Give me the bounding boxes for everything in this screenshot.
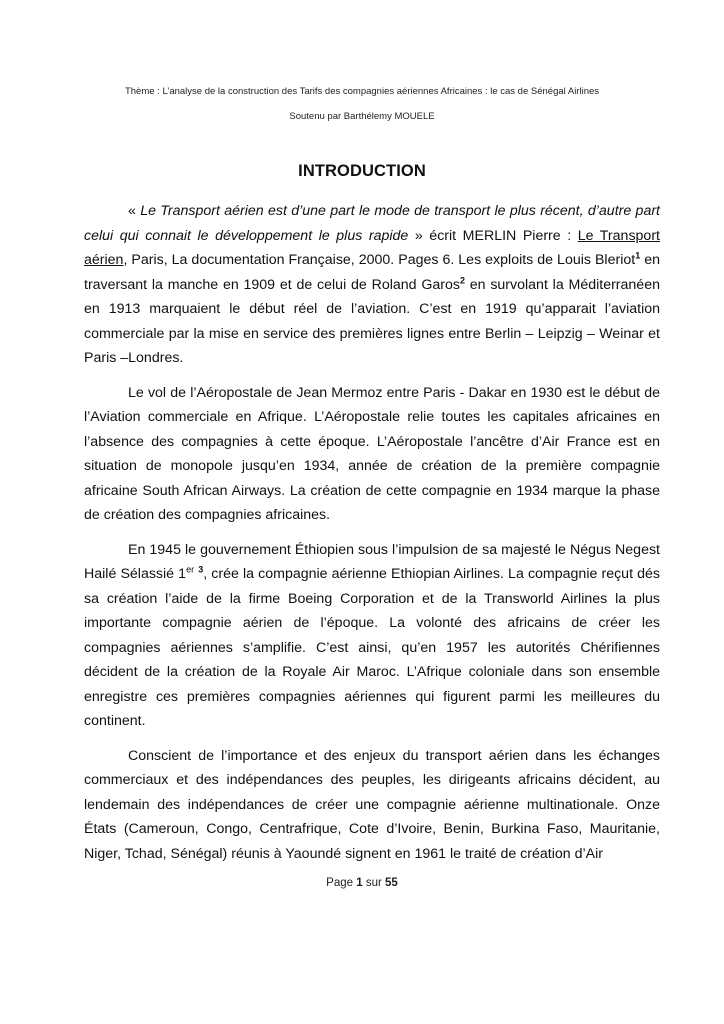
header-theme-line: Thème : L’analyse de la construction des Tarifs des compagnies aériennes Africaines : le cas de Sénégal Airlines — [124, 86, 600, 97]
footer-page-number: 1 — [356, 877, 363, 889]
header-author-line: Soutenu par Barthélemy MOUELE — [289, 111, 435, 122]
page-footer — [0, 877, 724, 889]
p1-end: en survolant la Méditerranéen en 1913 marquaient le début réel de l’aviation. C’est en 1919 qu’apparait l’aviation commerciale par la mise en service des premières lignes entre Berlin – Leipzig – Weinar et Paris –Londres. — [84, 276, 660, 366]
ordinal-suffix: er — [186, 564, 195, 575]
section-title: INTRODUCTION — [298, 162, 426, 180]
quote-close: » écrit MERLIN Pierre : — [408, 227, 578, 244]
paragraph-2: Le vol de l’Aéropostale de Jean Mermoz entre Paris - Dakar en 1930 est le début de l’Aviation commerciale en Afrique. L’Aéropostale relie toutes les capitales africaines en l’absence des compagnies à cette époque. L’Aéropostale l’ancêtre d’Air France est en situation de monopole jusqu’en 1934, année de création de la première compagnie africaine South African Airways. La création de cette compagnie en 1934 marque la phase de création des compagnies africaines. — [84, 384, 660, 523]
footer-page-word: Page — [326, 877, 357, 889]
book-title: Le Transport aérien — [84, 227, 660, 268]
p3-end: , crée la compagnie aérienne Ethiopian Airlines. La compagnie reçut dés sa création l’aide de la firme Boeing Corporation et de la Transworld Airlines la plus importante compagnie aérien de l’époque. La volonté des africains de créer les compagnies aériennes s’amplifie. C’est ainsi, qu’en 1957 les autorités Chérifiennes décident de la création de la Royale Air Maroc. L’Afrique coloniale dans son ensemble enregistre ces premières compagnies aériennes qui figurent parmi les meilleures du continent. — [84, 566, 660, 729]
footnote-2-ref: 2 — [459, 274, 465, 285]
paragraph-3 — [84, 538, 660, 734]
footer-page-total: 55 — [385, 877, 398, 889]
paragraph-4: Conscient de l’importance et des enjeux du transport aérien dans les échanges commerciaux et des indépendances des peuples, les dirigeants africains décident, au lendemain des indépendances de créer une compagnie aérienne multinationale. Onze États (Cameroun, Congo, Centrafrique, Cote d’Ivoire, Benin, Burkina Faso, Mauritanie, Niger, Tchad, Sénégal) réunis à Yaoundé signent en 1961 le traité de création d’Air — [84, 747, 660, 862]
p1-mid: en traversant la manche en 1909 et de celui de Roland Garos — [84, 252, 660, 293]
paragraph-1 — [84, 199, 660, 371]
footnote-1-ref: 1 — [635, 250, 641, 261]
quote-open: « — [128, 203, 141, 219]
body-text — [84, 199, 660, 876]
p1-after-title: , Paris, La documentation Française, 2000. Pages 6. Les exploits de Louis Bleriot — [123, 252, 636, 268]
quote-text: Le Transport aérien est d’une part le mode de transport le plus récent, d’autre part celui qui connait le développement le plus rapide — [84, 203, 660, 244]
footnote-3-ref: 3 — [198, 564, 204, 575]
p3-start: En 1945 le gouvernement Éthiopien sous l’impulsion de sa majesté le Négus Negest Hailé Sélassié 1 — [84, 541, 660, 582]
footer-sur: sur — [362, 877, 386, 889]
